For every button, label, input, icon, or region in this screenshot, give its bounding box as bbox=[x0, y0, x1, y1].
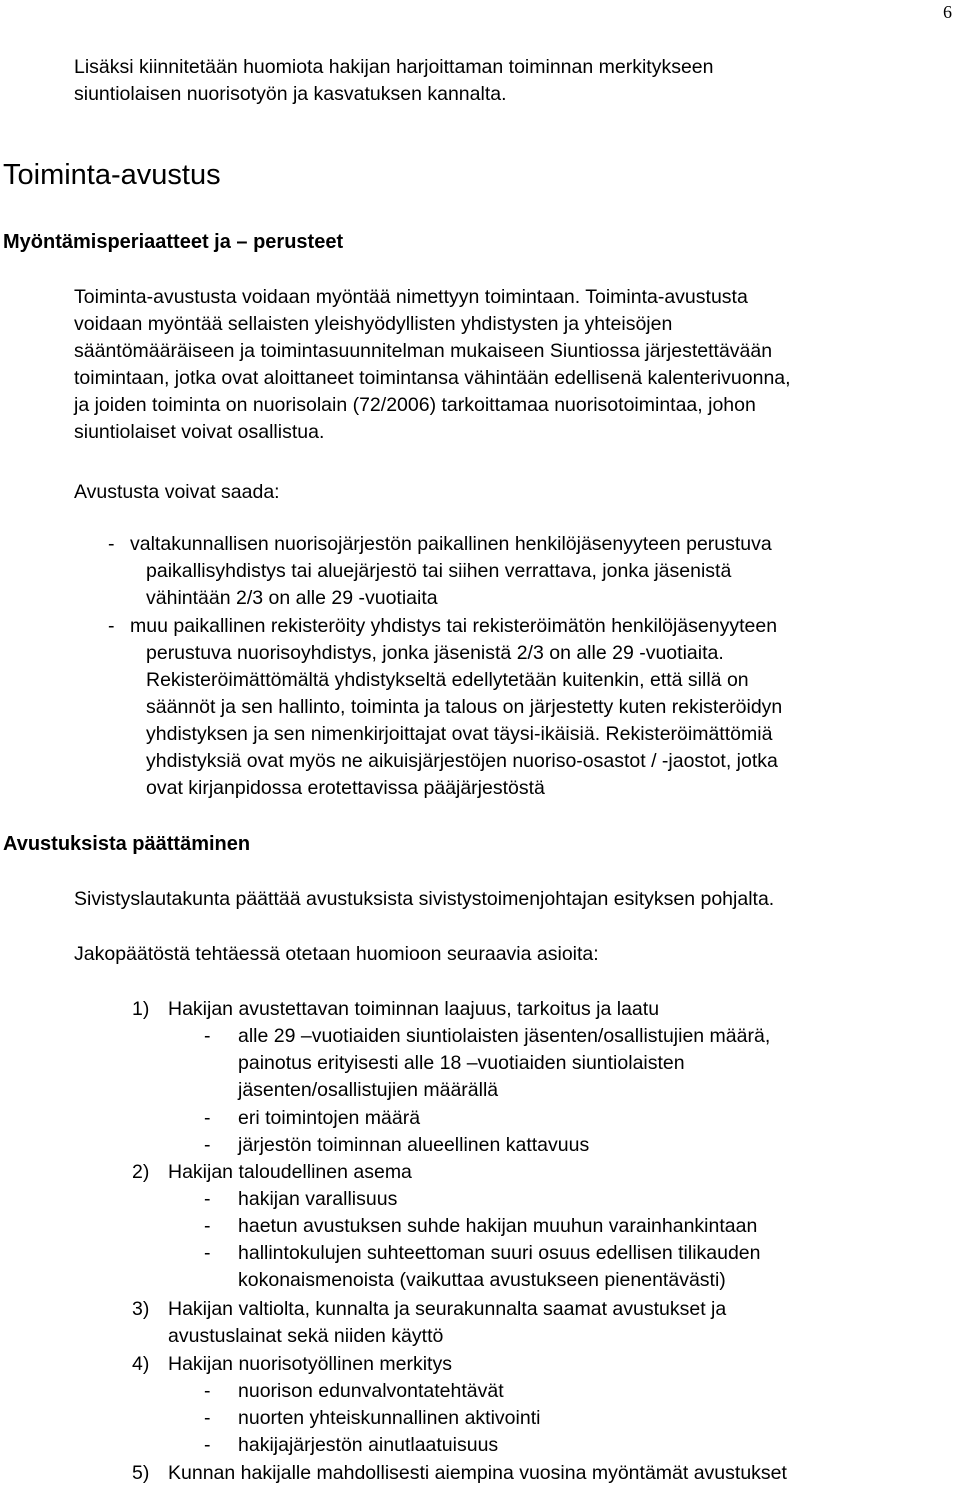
text-line: yhdistyksiä ovat myös ne aikuisjärjestöjen nuoriso-osastot / -jaostot, jotka bbox=[146, 750, 778, 772]
list-dash: - bbox=[204, 1380, 211, 1402]
criterion-text: Hakijan nuorisotyöllinen merkitys bbox=[168, 1353, 452, 1375]
text-line: toimintaan, jotka ovat aloittaneet toimintansa vähintään edellisenä kalenterivuonna, bbox=[74, 367, 791, 389]
sub-item bbox=[238, 1023, 770, 1104]
text-line: alle 29 –vuotiaiden siuntiolaisten jäsenten/osallistujien määrä, bbox=[238, 1025, 771, 1047]
text-line: painotus erityisesti alle 18 –vuotiaiden siuntiolaisten bbox=[238, 1052, 685, 1074]
subsection-title: Myöntämisperiaatteet ja – perusteet bbox=[3, 231, 344, 253]
sub-item: hakijan varallisuus bbox=[238, 1188, 398, 1210]
text-line: vähintään 2/3 on alle 29 -vuotiaita bbox=[146, 587, 438, 609]
text-line: perustuva nuorisoyhdistys, jonka jäsenistä 2/3 on alle 29 -vuotiaita. bbox=[146, 642, 724, 664]
sub-item: haetun avustuksen suhde hakijan muuhun varainhankintaan bbox=[238, 1215, 758, 1237]
list-dash: - bbox=[204, 1407, 211, 1429]
criterion-number: 5) bbox=[132, 1462, 150, 1484]
text-line: kokonaismenoista (vaikuttaa avustukseen pienentävästi) bbox=[238, 1269, 726, 1291]
list-dash: - bbox=[108, 615, 115, 637]
text-line: säännöt ja sen hallinto, toiminta ja talous on järjestetty kuten rekisteröidyn bbox=[146, 696, 783, 718]
list-dash: - bbox=[108, 533, 115, 555]
sub-item: nuorten yhteiskunnallinen aktivointi bbox=[238, 1407, 541, 1429]
text-line: siuntiolaisen nuorisotyön ja kasvatuksen kannalta. bbox=[74, 83, 507, 105]
list-dash: - bbox=[204, 1025, 211, 1047]
list-dash: - bbox=[204, 1215, 211, 1237]
eligible-item bbox=[130, 613, 782, 802]
text-line: paikallisyhdistys tai aluejärjestö tai siihen verrattava, jonka jäsenistä bbox=[146, 560, 732, 582]
text-line: valtakunnallisen nuorisojärjestön paikallinen henkilöjäsenyyteen perustuva bbox=[130, 533, 772, 555]
criterion-text: Kunnan hakijalle mahdollisesti aiempina vuosina myöntämät avustukset bbox=[168, 1462, 787, 1484]
paragraph-1 bbox=[74, 284, 791, 446]
text-line: siuntiolaiset voivat osallistua. bbox=[74, 421, 325, 443]
text-line: muu paikallinen rekisteröity yhdistys tai rekisteröimätön henkilöjäsenyyteen bbox=[130, 615, 778, 637]
text-line: sääntömääräiseen ja toimintasuunnitelman mukaiseen Siuntiossa järjestettävään bbox=[74, 340, 773, 362]
text-line: ovat kirjanpidossa erotettavissa pääjärjestöstä bbox=[146, 777, 545, 799]
list-dash: - bbox=[204, 1107, 211, 1129]
text-line: Lisäksi kiinnitetään huomiota hakijan harjoittaman toiminnan merkitykseen bbox=[74, 56, 714, 78]
decision-title: Avustuksista päättäminen bbox=[3, 833, 251, 855]
eligible-intro: Avustusta voivat saada: bbox=[74, 481, 280, 503]
sub-item bbox=[238, 1240, 761, 1294]
text-line: ja joiden toiminta on nuorisolain (72/2006) tarkoittamaa nuorisotoimintaa, johon bbox=[74, 394, 756, 416]
text-line: jäsenten/osallistujien määrällä bbox=[238, 1079, 499, 1101]
criterion-number: 3) bbox=[132, 1298, 150, 1320]
text-line: voidaan myöntää sellaisten yleishyödyllisten yhdistysten ja yhteisöjen bbox=[74, 313, 673, 335]
text-line: Toiminta-avustusta voidaan myöntää nimettyyn toimintaan. Toiminta-avustusta bbox=[74, 286, 748, 308]
text-line: hallintokulujen suhteettoman suuri osuus edellisen tilikauden bbox=[238, 1242, 761, 1264]
list-dash: - bbox=[204, 1188, 211, 1210]
sub-item: hakijajärjestön ainutlaatuisuus bbox=[238, 1434, 499, 1456]
text-line: yhdistyksen ja sen nimenkirjoittajat ovat täysi-ikäisiä. Rekisteröimättömiä bbox=[146, 723, 773, 745]
sub-item: eri toimintojen määrä bbox=[238, 1107, 421, 1129]
text-line: avustuslainat sekä niiden käyttö bbox=[168, 1325, 444, 1347]
list-dash: - bbox=[204, 1434, 211, 1456]
sub-item: nuorison edunvalvontatehtävät bbox=[238, 1380, 504, 1402]
eligible-item bbox=[130, 531, 772, 612]
list-dash: - bbox=[204, 1242, 211, 1264]
text-line: Rekisteröimättömältä yhdistykseltä edellytetään kuitenkin, että sillä on bbox=[146, 669, 749, 691]
text-line: Hakijan valtiolta, kunnalta ja seurakunnalta saamat avustukset ja bbox=[168, 1298, 727, 1320]
criterion-number: 2) bbox=[132, 1161, 150, 1183]
criteria-intro: Jakopäätöstä tehtäessä otetaan huomioon seuraavia asioita: bbox=[74, 943, 599, 965]
criterion-number: 1) bbox=[132, 998, 150, 1020]
sub-item: järjestön toiminnan alueellinen kattavuus bbox=[238, 1134, 590, 1156]
page-number: 6 bbox=[943, 2, 952, 22]
decision-text: Sivistyslautakunta päättää avustuksista sivistystoimenjohtajan esityksen pohjalta. bbox=[74, 888, 775, 910]
section-title: Toiminta-avustus bbox=[3, 159, 221, 191]
criterion-text bbox=[168, 1296, 726, 1350]
intro-paragraph bbox=[74, 54, 714, 108]
criterion-text: Hakijan avustettavan toiminnan laajuus, tarkoitus ja laatu bbox=[168, 998, 660, 1020]
criterion-text: Hakijan taloudellinen asema bbox=[168, 1161, 412, 1183]
criterion-number: 4) bbox=[132, 1353, 150, 1375]
list-dash: - bbox=[204, 1134, 211, 1156]
